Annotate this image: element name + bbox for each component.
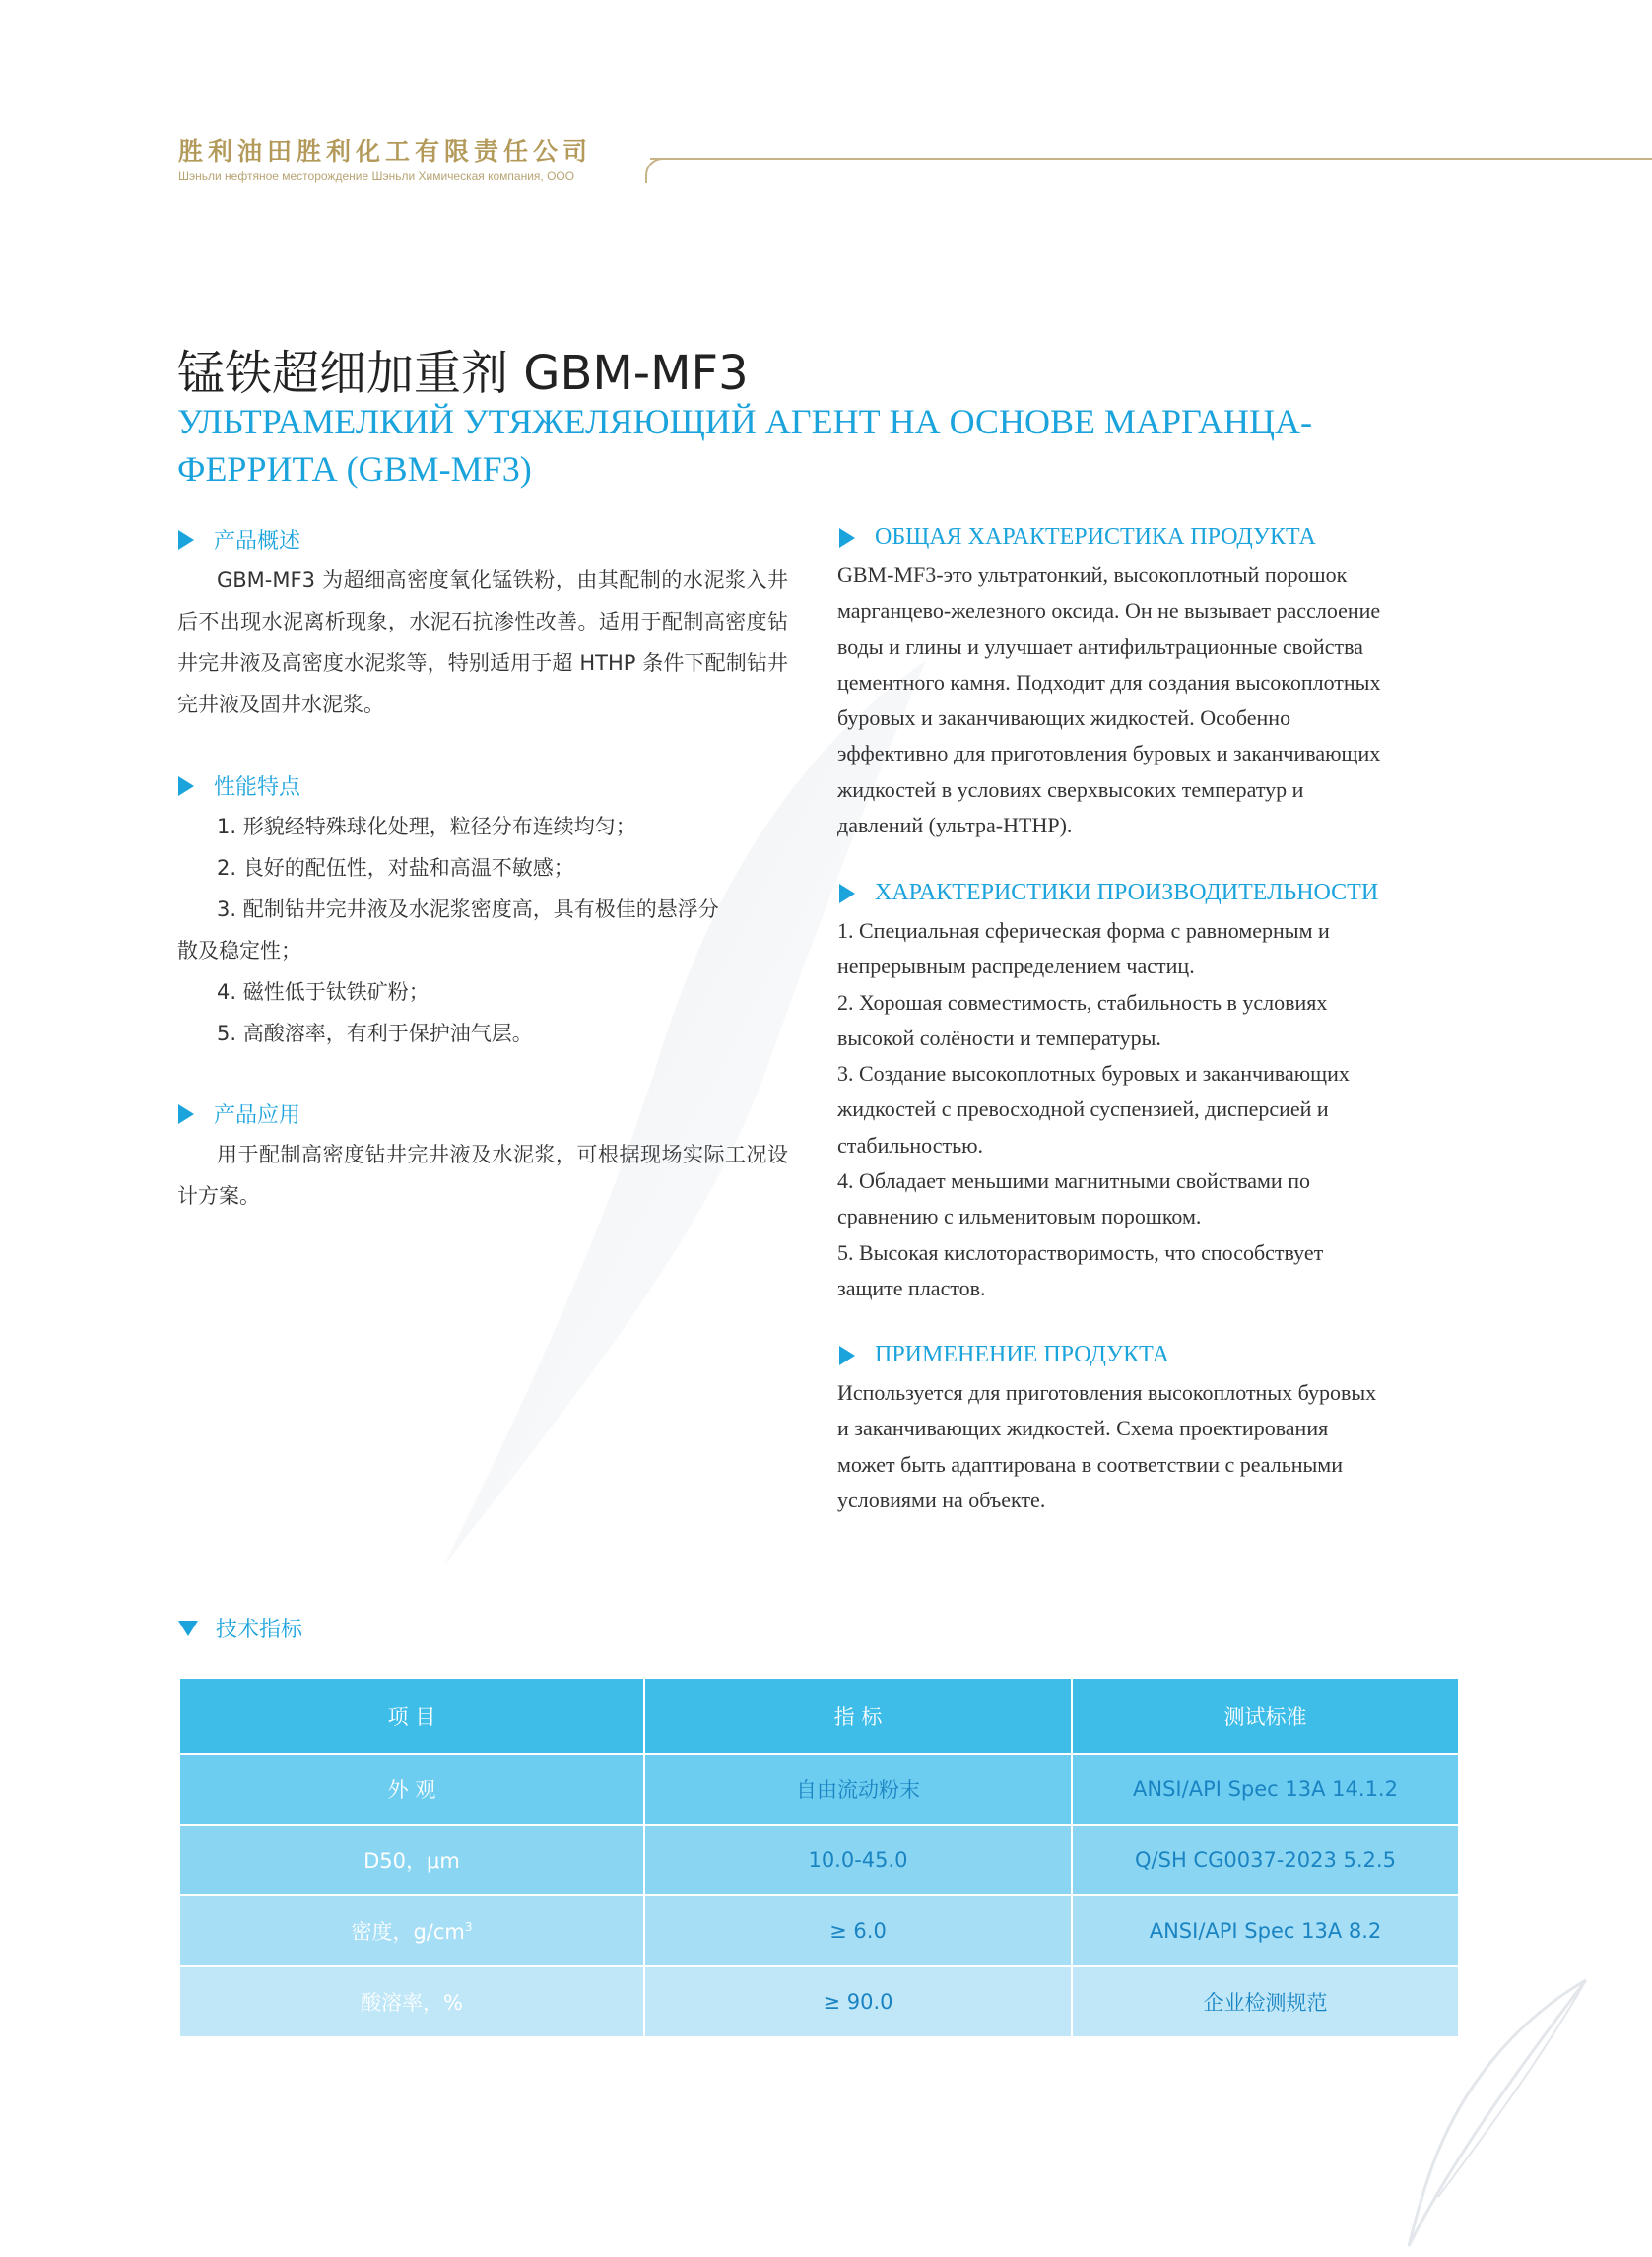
table-row [179,1754,1459,1825]
ru-feature-line: сравнению с ильменитовым порошком. [837,1204,1202,1229]
ru-overview-line: эффективно для приготовления буровых и заканчивающих [837,741,1381,766]
cn-feature-item: 散及稳定性； [177,939,301,963]
table-row [179,1966,1459,2037]
cn-feature-item: 1. 形貌经特殊球化处理，粒径分布连续均匀； [217,815,636,838]
cn-features-heading [178,770,300,801]
triangle-bullet-icon [178,776,194,796]
company-name-ru: Шэньли нефтяное месторождение Шэньли Химическая компания, ООО [178,169,575,183]
ru-feature-line: 1. Специальная сферическая форма с равномерным и [837,918,1330,943]
ru-application-heading-label: ПРИМЕНЕНИЕ ПРОДУКТА [875,1342,1169,1367]
ru-feature-line: стабильностью. [837,1132,984,1158]
ru-application-line: и заканчивающих жидкостей. Схема проектирования [837,1416,1329,1441]
table-row [179,1825,1459,1895]
ru-feature-line: 4. Обладает меньшими магнитными свойствами по [837,1168,1310,1194]
specs-heading [178,1613,302,1643]
ru-overview-text [837,558,1458,843]
ru-overview-line: воды и глины и улучшает антифильтрационные свойства [837,633,1363,659]
cn-feature-item: 3. 配制钻井完井液及水泥浆密度高，具有极佳的悬浮分 [217,897,719,921]
triangle-bullet-icon [839,884,855,903]
cn-features-heading-label: 性能特点 [214,775,301,800]
ru-features-text [837,913,1458,1306]
triangle-bullet-icon [839,1346,855,1365]
density-superscript: 3 [464,1920,473,1934]
table-cell: Q/SH CG0037-2023 5.2.5 [1072,1825,1459,1895]
table-cell: ANSI/API Spec 13A 14.1.2 [1072,1754,1459,1825]
cn-overview-heading [178,524,300,555]
ru-feature-line: жидкостей с превосходной суспензией, дисперсией и [837,1096,1329,1122]
ru-overview-line: буровых и заканчивающих жидкостей. Особенно [837,705,1291,731]
ru-application-line: условиями на объекте. [837,1487,1046,1512]
table-cell: 自由流动粉末 [644,1754,1072,1825]
product-title-cn: 锰铁超细加重剂 GBM-MF3 [177,346,749,401]
table-header-row [179,1678,1459,1754]
header-rule [650,158,1652,160]
ru-overview-line: давлений (ультра-HTHP). [837,813,1073,838]
cn-overview-heading-label: 产品概述 [214,529,301,554]
ru-feature-line: 5. Высокая кислоторастворимость, что способствует [837,1239,1324,1265]
ru-feature-line: 2. Хорошая совместимость, стабильность в условиях [837,989,1328,1015]
ru-application-line: Используется для приготовления высокоплотных буровых [837,1380,1377,1405]
triangle-bullet-icon [839,528,855,548]
ru-overview-heading-label: ОБЩАЯ ХАРАКТЕРИСТИКА ПРОДУКТА [875,524,1316,550]
ru-overview-line: GBM-MF3-это ультратонкий, высокоплотный порошок [837,563,1348,587]
column-header: 指 标 [644,1678,1072,1754]
table-cell: D50，μm [179,1825,644,1895]
triangle-bullet-icon [178,1104,194,1124]
column-header: 项 目 [179,1678,644,1754]
specs-heading-label: 技术指标 [216,1618,303,1642]
product-title-ru: УЛЬТРАМЕЛКИЙ УТЯЖЕЛЯЮЩИЙ АГЕНТ НА ОСНОВЕ МАРГАНЦА-ФЕРРИТА (GBM-MF3) [177,402,1312,489]
header-rule-hook [645,158,663,183]
table-cell: ANSI/API Spec 13A 8.2 [1072,1895,1459,1966]
ru-feature-line: непрерывным распределением частиц. [837,954,1195,979]
table-row [179,1895,1459,1966]
ru-application-line: может быть адаптирована в соответствии с реальными [837,1451,1343,1477]
ru-application-text [837,1375,1458,1518]
ru-features-heading-label: ХАРАКТЕРИСТИКИ ПРОИЗВОДИТЕЛЬНОСТИ [875,880,1379,905]
ru-overview-heading [839,524,1316,551]
ru-features-heading [839,880,1378,906]
ru-overview-line: жидкостей в условиях сверхвысоких температур и [837,776,1304,802]
company-name-cn: 胜利油田胜利化工有限责任公司 [178,137,593,166]
triangle-bullet-icon [178,530,194,550]
table-cell: 10.0-45.0 [644,1825,1072,1895]
table-cell: ≥ 6.0 [644,1895,1072,1966]
ru-overview-line: цементного камня. Подходит для создания высокоплотных [837,669,1381,695]
cn-feature-item: 5. 高酸溶率，有利于保护油气层。 [217,1022,533,1045]
table-cell: ≥ 90.0 [644,1966,1072,2037]
ru-overview-line: марганцево-железного оксида. Он не вызывает расслоение [837,598,1381,624]
ru-feature-line: высокой солёности и температуры. [837,1025,1161,1050]
ru-feature-line: 3. Создание высокоплотных буровых и заканчивающих [837,1061,1350,1087]
corner-feather-watermark [1369,1960,1652,2257]
ru-feature-line: защите пластов. [837,1275,986,1300]
specs-table [178,1677,1460,2038]
table-cell: 企业检测规范 [1072,1966,1459,2037]
table-cell: 酸溶率，% [179,1966,644,2037]
cn-application-heading-label: 产品应用 [214,1103,301,1128]
cn-application-text: 用于配制高密度钻井完井液及水泥浆，可根据现场实际工况设计方案。 [177,1143,788,1208]
column-header: 测试标准 [1072,1678,1459,1754]
cn-overview-text: GBM-MF3 为超细高密度氧化锰铁粉，由其配制的水泥浆入井后不出现水泥离析现象，水泥石抗渗性改善。适用于配制高密度钻井完井液及高密度水泥浆等，特别适用于超 HTHP 条件下配制钻井完井液及固井水泥浆。 [177,568,788,716]
cn-application-heading [178,1098,300,1129]
table-cell: 外 观 [179,1754,644,1825]
density-label: 密度，g/cm [351,1920,465,1944]
table-cell [179,1895,644,1966]
cn-feature-item: 4. 磁性低于钛铁矿粉； [217,980,430,1004]
ru-application-heading [839,1342,1169,1368]
cn-feature-item: 2. 良好的配伍性，对盐和高温不敏感； [217,856,574,880]
triangle-down-icon [178,1621,198,1636]
